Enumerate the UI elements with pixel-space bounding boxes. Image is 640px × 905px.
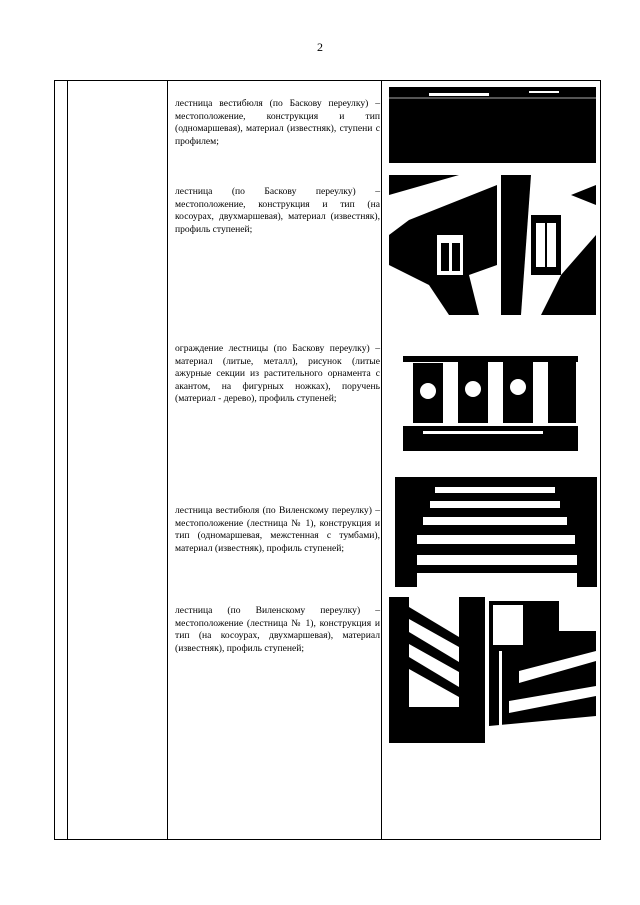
photo-staircase-baskov-2: [501, 175, 596, 315]
page-number: 2: [317, 40, 323, 54]
inventory-table: [54, 80, 601, 840]
photo-staircase-baskov-1: [389, 175, 497, 315]
column-divider: [381, 81, 382, 839]
photo-vestibule-staircase-baskov: [389, 87, 596, 163]
row-description: лестница вестибюля (по Баскову переулку) – местоположение, конструкция и тип (одномаршевая), материал (известняк), ступени с профилем;: [175, 98, 380, 147]
column-divider: [67, 81, 68, 839]
photo-staircase-vilensky-2: [489, 601, 596, 743]
column-divider: [167, 81, 168, 839]
row-description: лестница (по Баскову переулку) – местоположение, конструкция и тип (на косоурах, двухмаршевая), материал (известняк), профиль ступеней;: [175, 186, 380, 235]
photo-staircase-vilensky-1: [389, 597, 485, 743]
row-description: лестница вестибюля (по Виленскому переулку) – местоположение (лестница № 1), конструкция и тип (одномаршевая, межстенная с тумбами), материал (известняк), профиль ступеней;: [175, 505, 380, 554]
row-description: лестница (по Виленскому переулку) – местоположение (лестница № 1), конструкция и тип (на косоурах, двухмаршевая), материал (известняк), профиль ступеней;: [175, 605, 380, 654]
row-description: ограждение лестницы (по Баскову переулку) – материал (литые, металл), рисунок (литые ажурные секции из растительного орнамента с акантом, на фигурных ножках), поручень (материал - дерево), профиль ступеней;: [175, 343, 380, 404]
photo-vestibule-staircase-vilensky: [395, 477, 597, 587]
photo-staircase-railing-baskov: [403, 331, 578, 451]
